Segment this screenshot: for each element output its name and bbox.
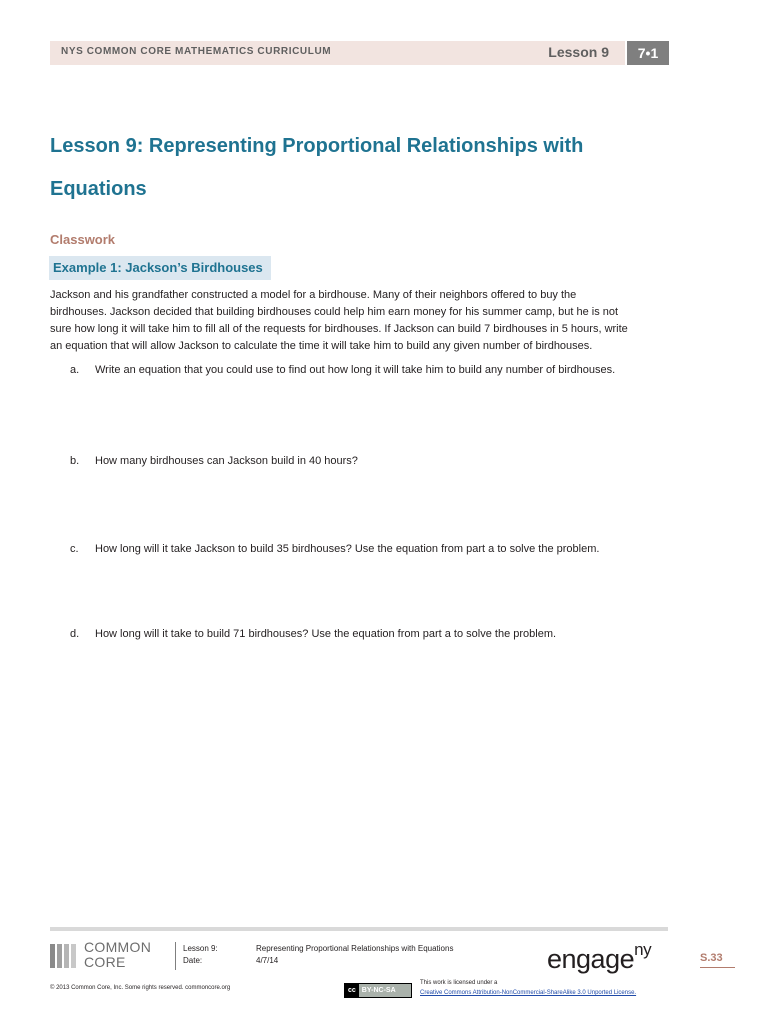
question-text: How long will it take to build 71 birdhouses? Use the equation from part a to solve the problem. (95, 628, 557, 640)
lesson-title-line-2: Equations (50, 178, 147, 200)
footer-date-value: 4/7/14 (256, 956, 279, 965)
question-text: Write an equation that you could use to find out how long it will take him to build any number of birdhouses. (95, 364, 616, 376)
question-text: How many birdhouses can Jackson build in 40 hours? (95, 455, 358, 467)
curriculum-label: NYS COMMON CORE MATHEMATICS CURRICULUM (61, 46, 332, 57)
footer-lesson-value: Representing Proportional Relationships with Equations (256, 944, 454, 953)
module-badge: 7•1 (627, 41, 669, 65)
page-header (50, 41, 669, 65)
question-label: c. (70, 543, 79, 555)
question-text: How long will it take Jackson to build 35 birdhouses? Use the equation from part a to solve the problem. (95, 543, 600, 555)
question-label: a. (70, 364, 80, 376)
footer-rule (50, 927, 668, 931)
question-d (70, 628, 556, 640)
example-heading: Example 1: Jackson’s Birdhouses (49, 256, 271, 280)
paragraph-line: Jackson and his grandfather constructed a model for a birdhouse. Many of their neighbors offered to buy the (50, 289, 577, 301)
question-a (70, 364, 615, 376)
copyright-text: © 2013 Common Core, Inc. Some rights reserved. commoncore.org (50, 985, 231, 991)
paragraph-line: an equation that will allow Jackson to calculate the time it will take him to build any given number of birdhouses. (50, 340, 593, 352)
page-number-underline (700, 967, 735, 968)
paragraph-line: sure how long it will take him to fill all of the requests for birdhouses. If Jackson can build 7 birdhouses in 5 hours, write (50, 323, 628, 335)
footer-lesson-label: Lesson 9: (183, 944, 218, 953)
footer-divider (175, 942, 176, 970)
question-c (70, 543, 599, 555)
question-b (70, 455, 358, 467)
question-label: d. (70, 628, 80, 640)
license-link[interactable]: Creative Commons Attribution-NonCommercial-ShareAlike 3.0 Unported License. (420, 990, 637, 996)
lesson-label: Lesson 9 (548, 44, 609, 60)
question-label: b. (70, 455, 80, 467)
page-number: S.33 (700, 952, 723, 964)
section-heading: Classwork (50, 232, 116, 247)
engageny-logo: engage$^{ny}$ (547, 940, 652, 974)
problem-paragraph (50, 287, 650, 355)
license-text: This work is licensed under a (420, 980, 498, 986)
common-core-logo-icon (50, 944, 80, 968)
common-core-logo-text: COMMON CORE (84, 939, 152, 970)
footer-date-label: Date: (183, 956, 203, 965)
lesson-title-line-1: Lesson 9: Representing Proportional Relationships with (50, 135, 584, 157)
paragraph-line: birdhouses. Jackson decided that building birdhouses could help him earn money for his summer camp, but he is not (50, 306, 619, 318)
creative-commons-badge-icon: cc BY-NC-SA (344, 983, 412, 998)
